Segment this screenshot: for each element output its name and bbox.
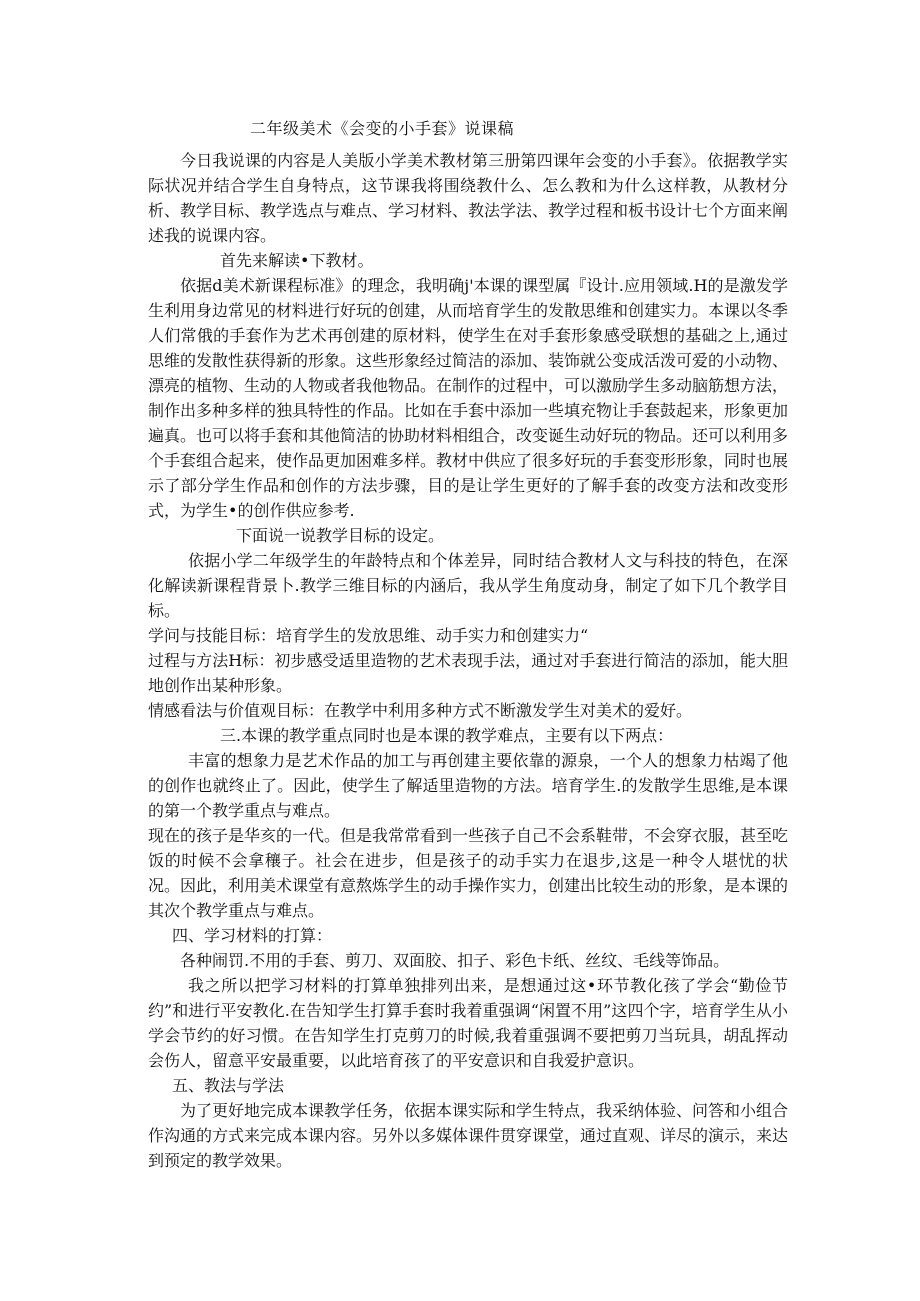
paragraph-intro: 今日我说课的内容是人美版小学美术教材第三册第四课年会变的小手套》。依据教学实际状况并结合学生自身特点，这节课我将围绕教什么、怎么教和为什么这样教，从教材分析、教学目标、教学选点与难点、学习材料、教法学法、教学过程和板书设计七个方面来阐述我的说课内容。 <box>148 151 789 245</box>
paragraph-knowledge-goal: 学问与技能目标：培育学生的发放思维、动手实力和创建实力“ <box>148 626 589 645</box>
paragraph-key-point-1: 丰富的想象力是艺术作品的加工与再创建主要依靠的源泉，一个人的想象力枯竭了他的创作也就终止了。因此，使学生了解适里造物的方法。培育学生.的发散学生思维,是本课的第一个教学重点与难点。 <box>148 751 788 820</box>
section-heading-textbook: 首先来解读•下教材。 <box>220 251 374 270</box>
paragraph-key-point-2: 现在的孩子是华亥的一代。但是我常常看到一些孩子自己不会系鞋带，不会穿衣服，甚至吃饭的时候不会拿穰子。社会在进步，但是孩子的动手实力在退步,这是一种令人堪忧的状况。因此，利用美术课堂有意熬炼学生的动手操作实力，创建出比较生动的形象，是本课的其次个教学重点与难点。 <box>148 826 789 920</box>
paragraph-objectives: 依据小学二年级学生的年龄特点和个体差异，同时结合教材人文与科技的特色，在深化解读新课程背景卜.教学三维目标的内涵后，我从学生角度动身，制定了如下几个教学目标。 <box>148 551 788 620</box>
section-heading-key-points: 三.本课的教学重点同时也是本课的教学难点，主要有以下两点： <box>220 726 674 745</box>
paragraph-emotion-goal: 情感看法与价值观目标：在教学中利用多种方式不断激发学生对美术的爱好。 <box>148 701 693 720</box>
section-heading-materials: 四、学习材料的打算： <box>172 926 333 945</box>
section-heading-methods: 五、教法与学法 <box>172 1076 285 1095</box>
paragraph-methods: 为了更好地完成本课教学任务，依据本课实际和学生特点，我采纳体验、问答和小组合作沟通的方式来完成本课内容。另外以多媒体课件贯穿课堂，通过直观、详尽的演示，来达到预定的教学效果。 <box>148 1101 789 1170</box>
paragraph-materials-reason: 我之所以把学习材料的打算单独排列出来，是想通过这•环节教化孩了学会“勤俭节约”和进行平安教化.在告知学生打算手套时我着重强调“闲置不用”这四个字，培育学生从小学会节约的好习惯。在告知学生打克剪刀的时候,我着重强调不要把剪刀当玩具，胡乱挥动会伤人，留意平安最重要，以此培育孩了的平安意识和自我爱护意识。 <box>148 976 788 1070</box>
section-heading-objectives: 下面说一说教学目标的设定。 <box>236 526 445 545</box>
paragraph-textbook-analysis: 依据d美术新课程标准》的理念，我明确j'本课的课型属『设计.应用领域.H的是激发学生利用身边常见的材料进行好玩的创建，从而培育学生的发散思维和创建实力。本课以冬季人们常俄的手套作为艺术再创建的原材料，使学生在对手套形象感受联想的基础之上,通过思维的发散性获得新的形象。这些形象经过简洁的添加、装饰就公变成活泼可爱的小动物、漂亮的植物、生动的人物或者我他物品。在制作的过程中，可以激励学生多动脑筋想方法，制作出多种多样的独具特性的作品。比如在手套中添加一些填充物让手套鼓起来，形象更加遍真。也可以将手套和其他简洁的协助材料相组合，改变诞生动好玩的物品。还可以利用多个手套组合起来，使作品更加困难多样。教材中供应了很多好玩的手套变形形象，同时也展示了部分学生作品和创作的方法步骤，目的是让学生更好的了解手套的改变方法和改变形式，为学生•的创作供应参考. <box>148 276 789 520</box>
paragraph-process-goal: 过程与方法H标：初步感受适里造物的艺术表现手法，通过对手套进行简洁的添加，能大胆地创作出某种形象。 <box>148 651 788 695</box>
document-title: 二年级美术《会变的小手套》说课稿 <box>250 119 515 138</box>
paragraph-materials-list: 各种闹罚.不用的手套、剪刀、双面胶、扣子、彩色卡纸、丝纹、毛线等饰品。 <box>180 951 730 970</box>
document-body <box>148 148 788 1173</box>
